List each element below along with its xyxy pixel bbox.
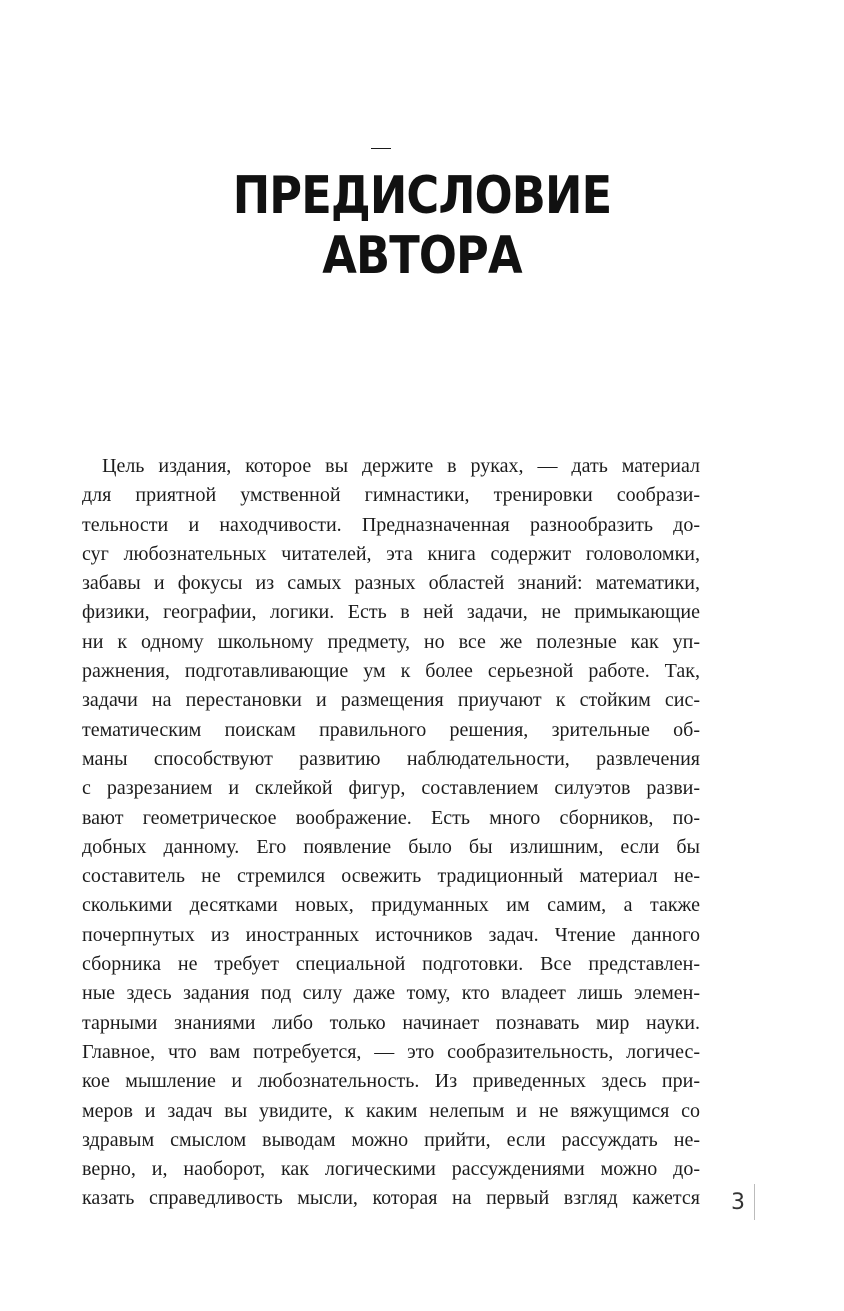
text-line: ражнения, подготавливающие ум к более серьезной работе. Так, <box>82 660 700 683</box>
text-line: вают геометрическое воображение. Есть много сборников, по- <box>82 806 700 829</box>
text-line: добных данному. Его появление было бы излишним, если бы <box>82 835 700 858</box>
text-line: маны способствуют развитию наблюдательности, развлечения <box>82 747 700 770</box>
text-line: тематическим поискам правильного решения, зрительные об- <box>82 718 700 741</box>
text-line: Цель издания, которое вы держите в руках, — дать материал <box>102 455 700 477</box>
page-number: 3 <box>731 1190 745 1215</box>
text-line: казать справедливость мысли, которая на первый взгляд кажется <box>82 1187 700 1210</box>
chapter-title <box>59 166 785 286</box>
text-line: сколькими десятками новых, придуманных им самим, а также <box>82 894 700 917</box>
text-line: задачи на перестановки и размещения приучают к стойким сис- <box>82 689 700 712</box>
text-line: забавы и фокусы из самых разных областей знаний: математики, <box>82 572 700 595</box>
text-line: ни к одному школьному предмету, но все же полезные как уп- <box>82 630 700 653</box>
page-number-rule <box>754 1184 755 1220</box>
chapter-dash-mark <box>371 148 391 149</box>
text-line: меров и задач вы увидите, к каким нелепым и не вяжущимся со <box>82 1099 700 1122</box>
text-line: с разрезанием и склейкой фигур, составлением силуэтов разви- <box>82 777 700 800</box>
text-line: ные здесь задания под силу даже тому, кто владеет лишь элемен- <box>82 982 700 1005</box>
text-line: Главное, что вам потребуется, — это сообразительность, логичес- <box>82 1040 700 1063</box>
text-line: для приятной умственной гимнастики, тренировки сообрази- <box>82 484 700 507</box>
body-paragraph <box>82 452 700 1214</box>
text-line: составитель не стремился освежить традиционный материал не- <box>82 865 700 888</box>
text-line: почерпнутых из иностранных источников задач. Чтение данного <box>82 923 700 946</box>
text-line: тельности и находчивости. Предназначенная разнообразить до- <box>82 513 700 536</box>
text-line: кое мышление и любознательность. Из приведенных здесь при- <box>82 1070 700 1093</box>
text-line: физики, географии, логики. Есть в ней задачи, не примыкающие <box>82 601 700 624</box>
text-line: здравым смыслом выводам можно прийти, если рассуждать не- <box>82 1128 700 1151</box>
text-line: сборника не требует специальной подготовки. Все представлен- <box>82 953 700 976</box>
text-line: верно, и, наоборот, как логическими рассуждениями можно до- <box>82 1158 700 1181</box>
text-line: тарными знаниями либо только начинает познавать мир науки. <box>82 1011 700 1034</box>
chapter-title-line-2: АВТОРА <box>322 226 522 286</box>
text-line: суг любознательных читателей, эта книга содержит головоломки, <box>82 542 700 565</box>
chapter-title-line-1: ПРЕДИСЛОВИЕ <box>232 166 612 226</box>
